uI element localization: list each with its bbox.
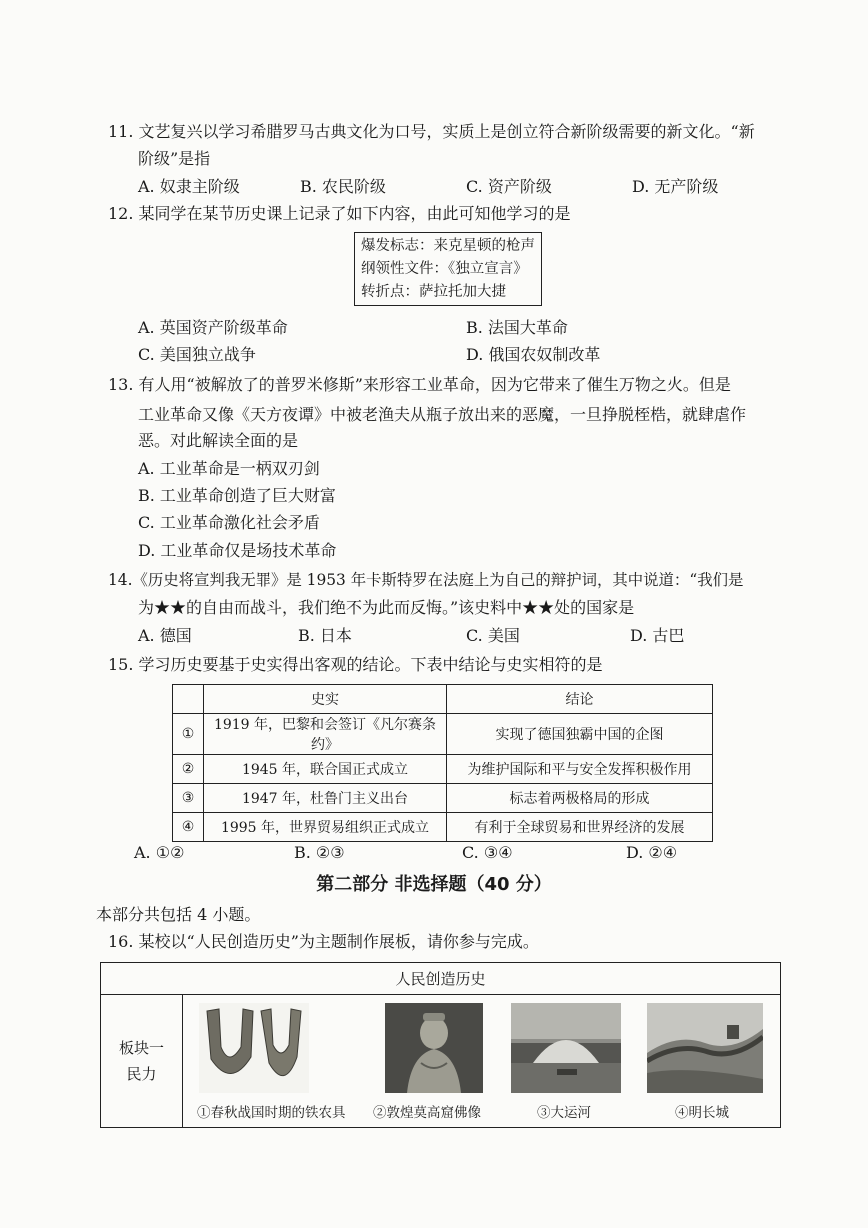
q14-option-c: C. 美国 bbox=[466, 626, 520, 645]
q12-box-line: 转折点：萨拉托加大捷 bbox=[361, 284, 506, 300]
q14-stem-line2: 为★★的自由而战斗，我们绝不为此而反悔。”该史料中★★处的国家是 bbox=[138, 598, 635, 617]
q13-option-b: B. 工业革命创造了巨大财富 bbox=[138, 486, 336, 505]
q13-stem-line3: 恶。对此解读全面的是 bbox=[138, 431, 299, 450]
section-title: 第二部分 非选择题（40 分） bbox=[316, 874, 552, 895]
q11-option-d: D. 无产阶级 bbox=[632, 177, 719, 196]
table-row bbox=[173, 784, 713, 813]
table-header-cell bbox=[173, 685, 204, 714]
block-label bbox=[101, 995, 183, 1127]
row-fact: 1947 年，杜鲁门主义出台 bbox=[204, 784, 447, 813]
row-number: ① bbox=[173, 714, 204, 755]
table-row bbox=[173, 714, 713, 755]
row-conclusion: 实现了德国独霸中国的企图 bbox=[447, 714, 713, 755]
table-row bbox=[173, 813, 713, 842]
block-label-line: 民力 bbox=[126, 1065, 157, 1083]
q11-stem-line2: 阶级”是指 bbox=[138, 149, 211, 168]
q12-record-box bbox=[354, 232, 542, 306]
row-fact: 1995 年，世界贸易组织正式成立 bbox=[204, 813, 447, 842]
row-fact: 1919 年，巴黎和会签订《凡尔赛条约》 bbox=[204, 714, 447, 755]
caption-iron-tools: ①春秋战国时期的铁农具 bbox=[197, 1105, 346, 1121]
table-header-fact: 史实 bbox=[204, 685, 447, 714]
row-conclusion: 有利于全球贸易和世界经济的发展 bbox=[447, 813, 713, 842]
q14-option-d: D. 古巴 bbox=[630, 626, 685, 645]
q11-stem-line1: 11. 文艺复兴以学习希腊罗马古典文化为口号，实质上是创立符合新阶级需要的新文化。“新 bbox=[108, 122, 755, 141]
table-header-row bbox=[173, 685, 713, 714]
q15-option-b: B. ②③ bbox=[294, 843, 345, 862]
row-conclusion: 标志着两极格局的形成 bbox=[447, 784, 713, 813]
great-wall-image bbox=[647, 1003, 763, 1093]
table-header-conclusion: 结论 bbox=[447, 685, 713, 714]
grand-canal-image bbox=[511, 1003, 621, 1093]
q13-stem-line1: 13. 有人用“被解放了的普罗米修斯”来形容工业革命，因为它带来了催生万物之火。但是 bbox=[108, 375, 731, 394]
q11-option-c: C. 资产阶级 bbox=[466, 177, 552, 196]
exhibit-panel bbox=[100, 962, 781, 1128]
block-label-line: 板块一 bbox=[118, 1039, 164, 1057]
caption-grand-canal: ③大运河 bbox=[537, 1105, 591, 1121]
q16-stem: 16. 某校以“人民创造历史”为主题制作展板，请你参与完成。 bbox=[108, 932, 539, 951]
row-number: ② bbox=[173, 755, 204, 784]
q12-option-a: A. 英国资产阶级革命 bbox=[138, 318, 288, 337]
q12-box-line: 爆发标志：来克星顿的枪声 bbox=[361, 238, 535, 254]
q12-option-c: C. 美国独立战争 bbox=[138, 345, 256, 364]
q13-option-c: C. 工业革命激化社会矛盾 bbox=[138, 513, 320, 532]
q13-stem-line2: 工业革命又像《天方夜谭》中被老渔夫从瓶子放出来的恶魔，一旦挣脱桎梏，就肆虐作 bbox=[138, 405, 747, 424]
q12-stem: 12. 某同学在某节历史课上记录了如下内容，由此可知他学习的是 bbox=[108, 204, 571, 223]
q12-option-d: D. 俄国农奴制改革 bbox=[466, 345, 601, 364]
buddha-statue-image bbox=[385, 1003, 483, 1093]
q12-box-line: 纲领性文件：《独立宣言》 bbox=[361, 261, 528, 277]
iron-tools-image bbox=[199, 1003, 309, 1093]
q13-option-d: D. 工业革命仅是场技术革命 bbox=[138, 541, 337, 560]
q15-table bbox=[172, 684, 713, 842]
section-intro: 本部分共包括 4 小题。 bbox=[96, 905, 261, 924]
caption-buddha: ②敦煌莫高窟佛像 bbox=[373, 1105, 481, 1121]
q14-option-a: A. 德国 bbox=[138, 626, 192, 645]
q13-option-a: A. 工业革命是一柄双刃剑 bbox=[138, 459, 320, 478]
table-row bbox=[173, 755, 713, 784]
row-number: ④ bbox=[173, 813, 204, 842]
row-fact: 1945 年，联合国正式成立 bbox=[204, 755, 447, 784]
q11-option-a: A. 奴隶主阶级 bbox=[138, 177, 240, 196]
q15-stem: 15. 学习历史要基于史实得出客观的结论。下表中结论与史实相符的是 bbox=[108, 655, 603, 674]
q15-option-a: A. ①② bbox=[134, 843, 185, 862]
q12-option-b: B. 法国大革命 bbox=[466, 318, 568, 337]
caption-great-wall: ④明长城 bbox=[675, 1105, 729, 1121]
row-conclusion: 为维护国际和平与安全发挥积极作用 bbox=[447, 755, 713, 784]
q14-stem-line1: 14.《历史将宣判我无罪》是 1953 年卡斯特罗在法庭上为自己的辩护词，其中说道：“我们是 bbox=[108, 571, 744, 589]
q14-option-b: B. 日本 bbox=[298, 626, 352, 645]
q15-option-c: C. ③④ bbox=[462, 843, 513, 862]
q11-option-b: B. 农民阶级 bbox=[300, 177, 386, 196]
q15-option-d: D. ②④ bbox=[626, 843, 678, 862]
panel-title: 人民创造历史 bbox=[101, 963, 780, 995]
row-number: ③ bbox=[173, 784, 204, 813]
